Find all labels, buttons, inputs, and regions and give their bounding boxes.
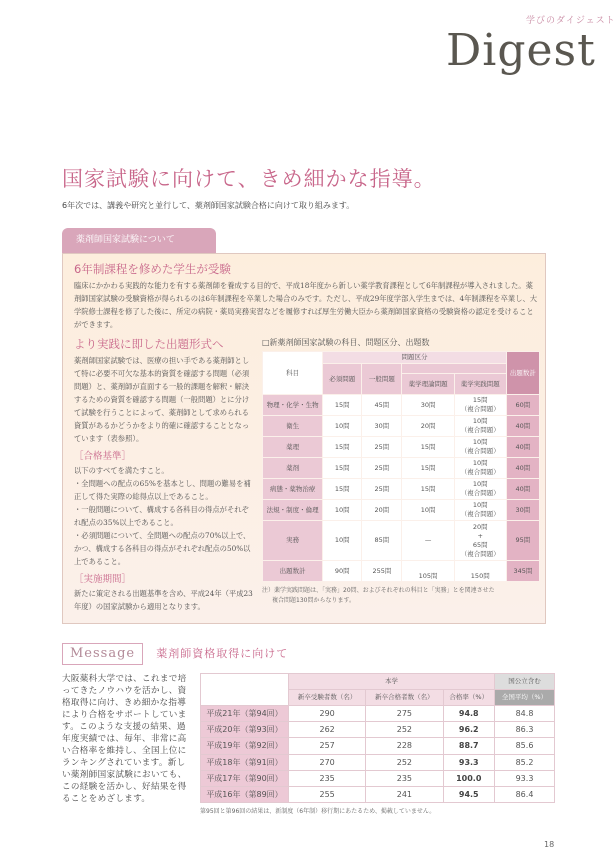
period-heading: ［実施期間］ (74, 574, 132, 585)
pass-rate-block (200, 673, 555, 817)
exam-info-panel (62, 253, 546, 624)
page-title: 国家試験に向けて、きめ細かな指導。 (62, 167, 436, 191)
heading-format: より実践に即した出題形式へ (74, 337, 224, 351)
para-six-year: 臨床にかかわる実践的な能力を有する薬剤師を養成する目的で、平成18年度から新しい薬学教育課程として6年制課程が導入されました。薬剤師国家試験の受験資格が得られるのは6年制課程を卒業した場合のみです。ただし、平成29年度学部入学生までは、4年制課程を卒業し、大学院修士課程を修了した後に、所定の病院・薬局実務実習などを履修すれば厚生労働大臣から薬剤師国家資格の受験資格の認定を受けることができます。 (74, 281, 538, 329)
header-school: 本学 (289, 674, 495, 690)
logo-subtitle: 学びのダイジェスト (526, 16, 616, 26)
criteria-item: ・一般問題について、構成する各科目の得点がそれぞれ配点の35%以上であること。 (74, 505, 249, 527)
header-national-group: 国公立含む (495, 674, 555, 690)
logo-title: Digest (446, 25, 596, 76)
table-row-totals: 出題数計 90問 255問 105問 150問 345問 (263, 561, 540, 582)
right-column (262, 337, 540, 606)
message-header (62, 642, 555, 665)
table-row: 平成17年（第90回） 235 235 100.0 93.3 (201, 770, 555, 786)
table-caption: □新薬剤師国家試験の科目、問題区分、出題数 (262, 338, 430, 347)
criteria-intro: 以下のすべてを満たすこと。 (74, 466, 169, 475)
pass-rate-table (200, 673, 555, 803)
exam-subjects-table (262, 351, 540, 582)
header-total: 出題数計 (506, 352, 539, 395)
header-category: 問題区分 (323, 352, 507, 364)
table-row: 平成20年（第93回） 262 252 96.2 86.3 (201, 722, 555, 738)
table-row: 薬理 15問 25問 15問 10問 （複合問題） 40問 (263, 437, 540, 458)
message-label: Message (62, 643, 143, 665)
header-practice: 薬学実践問題 (454, 374, 506, 395)
table-row: 物理・化学・生物 15問 45問 30問 15問 （複合問題） 60問 (263, 395, 540, 416)
period-text: 新たに策定される出題基準を含め、平成24年（平成23年度）の国家試験から適用となります。 (74, 589, 253, 611)
table-row: 平成16年（第89回） 255 241 94.5 86.4 (201, 786, 555, 802)
table-row: 薬剤 15問 25問 15問 10問 （複合問題） 40問 (263, 458, 540, 479)
table-row-jitsumu: 実務 10問 85問 — 20問 + 65問 （複合問題） 95問 (263, 521, 540, 561)
header-passed: 新卒合格者数（名） (366, 690, 443, 706)
header-subject: 科目 (263, 352, 323, 395)
digest-logo (440, 0, 616, 76)
lead-text: 6年次では、講義や研究と並行して、薬剤師国家試験合格に向けて取り組みます。 (62, 201, 355, 210)
para-format: 薬剤師国家試験では、医療の担い手である薬剤師として特に必要不可欠な基本的資質を確認する問題（必須問題）と、薬剤師が直面する一般的課題を解釈・解決するための資質を確認する問題（一般問題）とに分けて試験を行うことによって、薬剤師として求められる資質があるかどうかをより的確に確認することとなっています（表参照）。 (74, 356, 250, 443)
message-title: 薬剤師資格取得に向けて (156, 647, 289, 660)
header-rate: 合格率（%） (443, 690, 495, 706)
table-note: 注）薬学実践問題は、「実務」20問、およびそれぞれの科目と「実務」とを関連させた 複合問題130問からなります。 (262, 587, 495, 604)
left-column (74, 337, 254, 613)
section-tab: 薬剤師国家試験について (62, 228, 216, 253)
header-theory: 薬学理論問題 (402, 374, 454, 395)
header-general: 一般問題 (362, 364, 402, 395)
pass-rate-note: 第95回と第96回の結果は、新制度（6年制）移行期にあたるため、掲載していません。 (200, 808, 436, 816)
table-row: 平成21年（第94回） 290 275 94.8 84.8 (201, 706, 555, 722)
criteria-item: ・必須問題について、全問題への配点の70%以上で、かつ、構成する各科目の得点がそれぞれ配点の50%以上であること。 (74, 531, 251, 566)
table-row: 平成18年（第91回） 270 252 93.3 85.2 (201, 754, 555, 770)
message-row (62, 673, 555, 817)
table-row: 法規・制度・倫理 10問 20問 10問 10問 （複合問題） 30問 (263, 500, 540, 521)
panel-columns (74, 337, 539, 613)
message-section (62, 642, 555, 817)
header-required: 必須問題 (323, 364, 362, 395)
table-row: 平成19年（第92回） 257 228 88.7 85.6 (201, 738, 555, 754)
page-number: 18 (544, 840, 555, 849)
main-content (62, 228, 546, 817)
heading-six-year: 6年制課程を修めた学生が受験 (74, 262, 231, 276)
criteria-heading: ［合格基準］ (74, 451, 132, 462)
criteria-list (74, 464, 254, 568)
criteria-item: ・全問題への配点の65%を基本とし、問題の難易を補正して得た実際の総得点以上であること。 (74, 479, 251, 501)
table-row: 衛生 10問 30問 20問 10問 （複合問題） 40問 (263, 416, 540, 437)
message-text: 大阪薬科大学では、これまで培ってきたノウハウを活かし、資格取得に向け、きめ細かな指導により合格をサポートしています。このような支援の結果、過年度実績では、毎年、非常に高い合格率を維持し、全国上位にランキングされています。新しい薬剤師国家試験においても、この経験を活かし、好結果を得ることをめざします。 (62, 674, 187, 804)
header-national-average: 全国平均（%） (495, 690, 555, 706)
table-row: 病態・薬物治療 15問 25問 15問 10問 （複合問題） 40問 (263, 479, 540, 500)
header-examinees: 新卒受験者数（名） (289, 690, 366, 706)
